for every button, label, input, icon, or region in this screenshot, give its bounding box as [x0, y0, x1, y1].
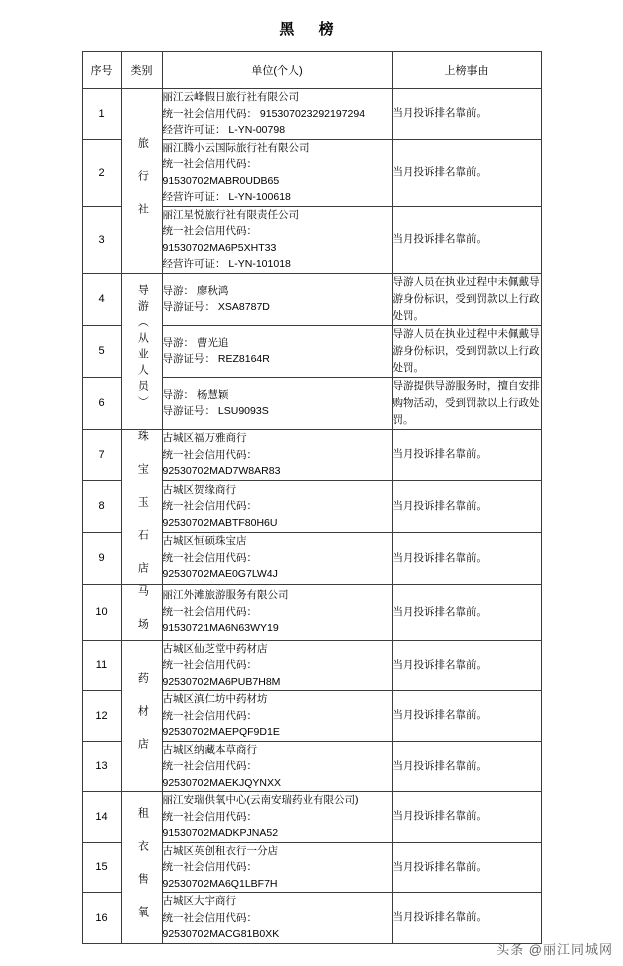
row-index-cell: 11 — [82, 640, 121, 691]
row-index-cell: 6 — [82, 377, 121, 429]
unit-line: 经营许可证： L-YN-101018 — [162, 258, 291, 270]
row-index-cell: 13 — [82, 741, 121, 792]
blacklist-table — [82, 51, 542, 944]
reason-cell: 当月投诉排名靠前。 — [392, 532, 541, 584]
unit-cell — [162, 792, 392, 843]
unit-cell — [162, 842, 392, 893]
reason-cell: 当月投诉排名靠前。 — [392, 139, 541, 206]
unit-line: 统一社会信用代码： — [162, 225, 257, 237]
category-label: 导游（从业人员） — [136, 284, 149, 412]
category-cell — [121, 640, 162, 792]
unit-cell — [162, 273, 392, 325]
unit-line: 92530702MABTF80H6U — [162, 516, 278, 529]
unit-line: 古城区福万雅商行 — [162, 432, 247, 445]
row-index-cell: 8 — [82, 481, 121, 533]
unit-line: 统一社会信用代码： — [162, 448, 257, 461]
unit-line: 92530702MAD7W8AR83 — [162, 465, 281, 478]
category-label: 旅 行 社 — [136, 136, 149, 219]
unit-line: 91530702MABR0UDB65 — [162, 174, 280, 187]
row-index-cell: 2 — [82, 139, 121, 206]
category-cell — [121, 89, 162, 274]
unit-line: 92530702MA6Q1LBF7H — [162, 877, 278, 890]
reason-cell: 当月投诉排名靠前。 — [392, 481, 541, 533]
table-header-row — [82, 52, 541, 89]
unit-line: 古城区滇仁坊中药材坊 — [162, 693, 268, 705]
unit-line: 古城区仙芝堂中药材店 — [162, 642, 268, 655]
row-index-cell: 9 — [82, 532, 121, 584]
unit-line: 统一社会信用代码： — [162, 659, 257, 671]
unit-line: 统一社会信用代码： — [162, 760, 257, 772]
unit-line: 丽江腾小云国际旅行社有限公司 — [162, 141, 310, 154]
table-row — [82, 640, 541, 691]
unit-cell — [162, 741, 392, 792]
unit-cell — [162, 206, 392, 273]
column-header-index: 序号 — [82, 52, 121, 89]
row-index-cell: 12 — [82, 691, 121, 742]
category-label: 药 材 店 — [136, 671, 149, 754]
unit-line: 经营许可证： L-YN-00798 — [162, 124, 286, 136]
unit-line: 统一社会信用代码： — [162, 158, 257, 170]
row-index-cell: 5 — [82, 325, 121, 377]
unit-line: 古城区恒硕珠宝店 — [162, 535, 247, 548]
unit-cell — [162, 691, 392, 742]
table-row — [82, 584, 541, 640]
table-row — [82, 89, 541, 140]
row-index-cell: 14 — [82, 792, 121, 843]
unit-line: 古城区纳藏本草商行 — [162, 743, 257, 756]
unit-line: 丽江外滩旅游服务有限公司 — [162, 589, 289, 602]
unit-line: 导游： 曹光追 — [162, 336, 229, 349]
unit-line: 统一社会信用代码： — [162, 709, 257, 722]
row-index-cell: 7 — [82, 429, 121, 481]
unit-cell — [162, 584, 392, 640]
unit-line: 丽江安瑞供氧中心(云南安瑞药业有限公司) — [162, 794, 359, 806]
row-index-cell: 16 — [82, 893, 121, 944]
category-cell — [121, 273, 162, 429]
table-row — [82, 792, 541, 843]
reason-cell: 当月投诉排名靠前。 — [392, 640, 541, 691]
row-index-cell: 10 — [82, 584, 121, 640]
unit-line: 91530721MA6N63WY19 — [162, 622, 279, 635]
unit-line: 导游证号： LSU9093S — [162, 405, 269, 417]
column-header-category: 类别 — [121, 52, 162, 89]
column-header-unit: 单位(个人) — [162, 52, 392, 89]
unit-line: 统一社会信用代码： 915307023292197294 — [162, 107, 366, 120]
unit-line: 统一社会信用代码： — [162, 911, 257, 924]
reason-cell: 当月投诉排名靠前。 — [392, 89, 541, 140]
unit-cell — [162, 429, 392, 481]
unit-line: 92530702MAE0G7LW4J — [162, 568, 278, 581]
category-label: 租 衣 售 氧 — [136, 806, 149, 922]
reason-cell: 导游人员在执业过程中未佩戴导游身份标识，受到罚款以上行政处罚。 — [392, 273, 541, 325]
unit-line: 经营许可证： L-YN-100618 — [162, 191, 291, 203]
site-watermark: 头条 @丽江同城网 — [496, 942, 613, 957]
category-cell — [121, 429, 162, 584]
unit-cell — [162, 640, 392, 691]
reason-cell: 当月投诉排名靠前。 — [392, 842, 541, 893]
category-label: 马 场 — [136, 584, 149, 634]
unit-line: 导游： 廖秋鸿 — [162, 284, 229, 297]
unit-line: 导游证号： REZ8164R — [162, 353, 270, 365]
row-index-cell: 4 — [82, 273, 121, 325]
unit-line: 统一社会信用代码： — [162, 551, 257, 564]
unit-line: 92530702MAEPQF9D1E — [162, 726, 280, 738]
table-row — [82, 429, 541, 481]
table-row — [82, 273, 541, 325]
reason-cell: 当月投诉排名靠前。 — [392, 206, 541, 273]
unit-line: 统一社会信用代码： — [162, 861, 257, 873]
reason-cell: 导游人员在执业过程中未佩戴导游身份标识，受到罚款以上行政处罚。 — [392, 325, 541, 377]
unit-line: 92530702MA6PUB7H8M — [162, 675, 281, 688]
category-label: 珠 宝 玉 石 店 — [136, 429, 149, 578]
unit-line: 91530702MADKPJNA52 — [162, 827, 279, 839]
unit-line: 丽江星悦旅行社有限责任公司 — [162, 208, 299, 221]
row-index-cell: 15 — [82, 842, 121, 893]
reason-cell: 导游提供导游服务时，擅自安排购物活动，受到罚款以上行政处罚。 — [392, 377, 541, 429]
reason-cell: 当月投诉排名靠前。 — [392, 584, 541, 640]
reason-cell: 当月投诉排名靠前。 — [392, 893, 541, 944]
column-header-reason: 上榜事由 — [392, 52, 541, 89]
reason-cell: 当月投诉排名靠前。 — [392, 741, 541, 792]
unit-line: 92530702MACG81B0XK — [162, 928, 280, 940]
unit-line: 导游： 杨慧颖 — [162, 388, 229, 401]
category-cell — [121, 584, 162, 640]
unit-line: 统一社会信用代码： — [162, 605, 257, 618]
unit-line: 古城区英创租衣行一分店 — [162, 844, 278, 857]
unit-line: 91530702MA6P5XHT33 — [162, 241, 277, 254]
page-title: 黑 榜 — [279, 21, 344, 38]
unit-line: 统一社会信用代码： — [162, 810, 257, 823]
table-header — [82, 52, 541, 89]
row-index-cell: 1 — [82, 89, 121, 140]
unit-line: 丽江云峰假日旅行社有限公司 — [162, 91, 299, 103]
unit-cell — [162, 481, 392, 533]
reason-cell: 当月投诉排名靠前。 — [392, 429, 541, 481]
unit-cell — [162, 532, 392, 584]
reason-cell: 当月投诉排名靠前。 — [392, 792, 541, 843]
unit-line: 统一社会信用代码： — [162, 500, 257, 513]
unit-cell — [162, 893, 392, 944]
unit-cell — [162, 89, 392, 140]
unit-line: 92530702MAEKJQYNXX — [162, 776, 281, 789]
reason-cell: 当月投诉排名靠前。 — [392, 691, 541, 742]
table-body — [82, 89, 541, 944]
unit-cell — [162, 377, 392, 429]
category-cell — [121, 792, 162, 944]
unit-cell — [162, 139, 392, 206]
unit-line: 古城区贺缘商行 — [162, 483, 236, 496]
unit-cell — [162, 325, 392, 377]
unit-line: 古城区大宇商行 — [162, 895, 236, 907]
row-index-cell: 3 — [82, 206, 121, 273]
unit-line: 导游证号： XSA8787D — [162, 301, 270, 313]
